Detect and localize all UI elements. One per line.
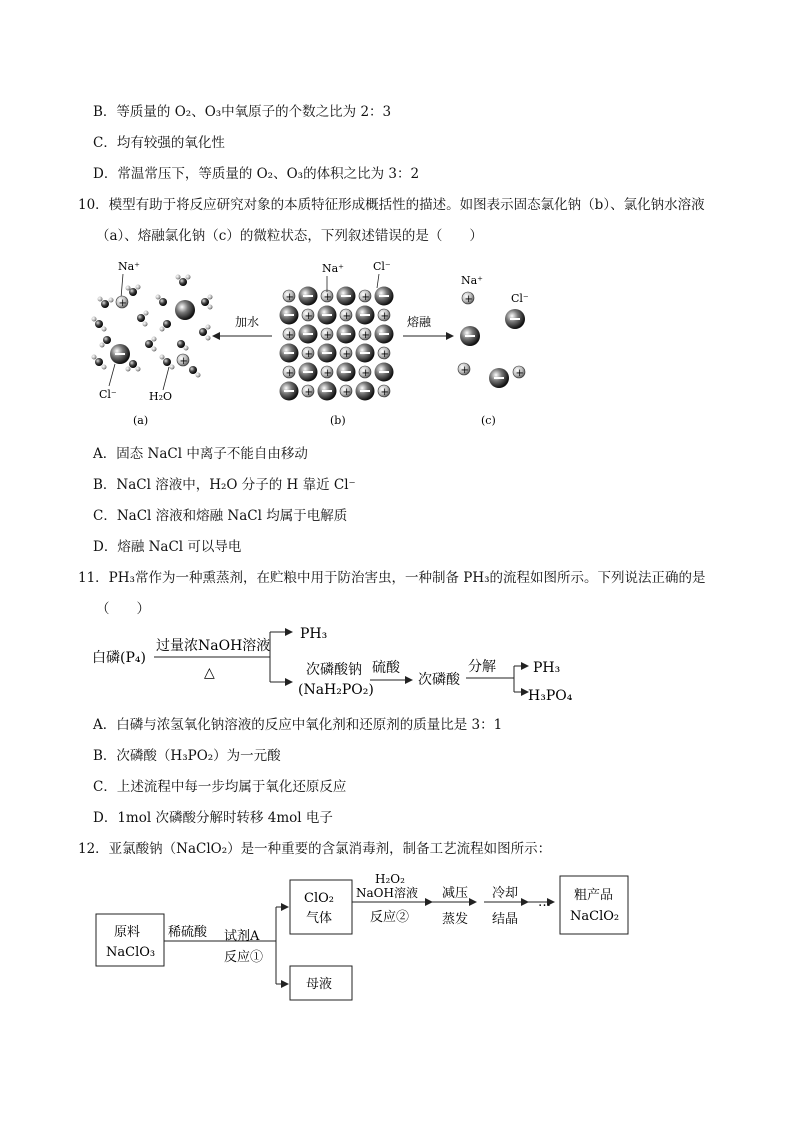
flow-sulfuric-acid: 硫酸 [372, 660, 400, 676]
svg-text:+: + [342, 387, 351, 398]
svg-text:+: + [323, 368, 332, 379]
panel-a-solution [92, 260, 213, 427]
svg-text:+: + [380, 349, 389, 360]
svg-text:+: + [460, 365, 469, 376]
svg-text:+: + [361, 292, 370, 303]
svg-text:+: + [118, 298, 127, 309]
proc-cooling: 冷却 [492, 886, 519, 901]
panel-c-molten [458, 274, 529, 427]
q11-option-a: A．白磷与浓氢氧化钠溶液的反应中氧化剂和还原剂的质量比是 3：1 [93, 717, 503, 733]
q11-option-d: D．1mol 次磷酸分解时转移 4mol 电子 [93, 810, 333, 826]
svg-text:+: + [380, 311, 389, 322]
panel-c-cl-label: Cl⁻ [511, 292, 529, 305]
naclo2-process-diagram [92, 866, 652, 1006]
svg-text:+: + [304, 387, 313, 398]
ph3-flow-diagram [88, 622, 608, 714]
flow-ph3-1: PH₃ [300, 626, 328, 642]
proc-reagent-a: 试剂A [224, 929, 260, 944]
panel-b-cl-label: Cl⁻ [373, 260, 391, 273]
proc-ellipsis: … [538, 895, 551, 910]
proc-reaction-1: 反应① [224, 950, 264, 965]
q10-option-c: C．NaCl 溶液和熔融 NaCl 均属于电解质 [93, 508, 348, 524]
q10-option-a: A．固态 NaCl 中离子不能自由移动 [93, 446, 308, 462]
proc-crude-product: 粗产品 [574, 888, 614, 903]
q9-option-c: C．均有较强的氧化性 [93, 135, 225, 151]
flow-white-phosphorus: 白磷(P₄) [92, 650, 146, 666]
proc-dilute-acid: 稀硫酸 [168, 925, 208, 940]
q10-option-d: D．熔融 NaCl 可以导电 [93, 539, 242, 555]
panel-c-caption: (c) [481, 414, 496, 427]
svg-text:+: + [179, 356, 188, 367]
proc-mother-liquor: 母液 [306, 977, 333, 992]
flow-sodium-hypophosphite: 次磷酸钠 [306, 662, 362, 678]
proc-reaction-2: 反应② [370, 910, 410, 925]
svg-text:+: + [304, 311, 313, 322]
melt-label: 熔融 [407, 315, 432, 329]
add-water-label: 加水 [235, 315, 260, 329]
panel-b-caption: (b) [330, 414, 346, 427]
svg-text:+: + [342, 349, 351, 360]
proc-h2o2: H₂O₂ [375, 872, 405, 886]
q11-option-b: B．次磷酸（H₃PO₂）为一元酸 [93, 748, 281, 764]
svg-text:+: + [285, 330, 294, 341]
panel-a-h2o-label: H₂O [149, 390, 173, 403]
nacl-particle-figure [85, 252, 555, 432]
q9-option-d: D．常温常压下，等质量的 O₂、O₃的体积之比为 3：2 [93, 166, 420, 182]
svg-text:+: + [342, 311, 351, 322]
flow-ph3-2: PH₃ [533, 660, 561, 676]
q11-option-c: C．上述流程中每一步均属于氧化还原反应 [93, 779, 347, 795]
svg-text:+: + [464, 294, 473, 305]
svg-text:+: + [304, 349, 313, 360]
proc-reduced-pressure: 减压 [442, 886, 469, 901]
proc-evaporation: 蒸发 [442, 912, 469, 927]
flow-decompose: 分解 [468, 659, 496, 675]
svg-text:+: + [515, 368, 524, 379]
svg-text:+: + [323, 292, 332, 303]
proc-crystallization: 结晶 [492, 912, 519, 927]
flow-nah2po2: (NaH₂PO₂) [298, 682, 374, 698]
svg-text:+: + [323, 330, 332, 341]
q10-stem-line1: 10．模型有助于将反应研究对象的本质特征形成概括性的描述。如图表示固态氯化钠（b）、氯化钠水溶液 [78, 197, 705, 213]
panel-c-na-label: Na⁺ [461, 274, 483, 287]
q11-stem-line2: （ ） [96, 601, 150, 617]
q11-stem-line1: 11．PH₃常作为一种熏蒸剂，在贮粮中用于防治害虫，一种制备 PH₃的流程如图所示。下列说法正确的是 [78, 570, 706, 586]
flow-cond-naoh: 过量浓NaOH溶液 [156, 638, 271, 654]
panel-a-caption: (a) [133, 414, 149, 427]
panel-a-cl-label: Cl⁻ [99, 388, 117, 401]
svg-text:+: + [285, 292, 294, 303]
flow-h3po4: H₃PO₄ [528, 688, 573, 704]
panel-b-crystal [280, 287, 394, 401]
q10-stem-line2: （a）、熔融氯化钠（c）的微粒状态，下列叙述错误的是（ ） [96, 228, 483, 244]
proc-naoh: NaOH溶液 [356, 886, 418, 900]
q9-option-b: B．等质量的 O₂、O₃中氧原子的个数之比为 2：3 [93, 104, 392, 120]
q12-stem: 12．亚氯酸钠（NaClO₂）是一种重要的含氯消毒剂，制备工艺流程如图所示： [78, 841, 552, 857]
flow-cond-heat: △ [204, 665, 215, 681]
svg-text:+: + [380, 387, 389, 398]
proc-gas: 气体 [306, 911, 333, 926]
proc-naclo2: NaClO₂ [570, 909, 620, 924]
svg-text:+: + [361, 368, 370, 379]
proc-raw-label: 原料 [114, 925, 141, 940]
proc-clo2: ClO₂ [304, 891, 334, 906]
panel-a-na-label: Na⁺ [118, 260, 140, 273]
svg-text:+: + [285, 368, 294, 379]
proc-raw-naclo3: NaClO₃ [106, 945, 156, 960]
q10-option-b: B．NaCl 溶液中，H₂O 分子的 H 靠近 Cl⁻ [93, 477, 356, 493]
flow-hypophosphorous-acid: 次磷酸 [418, 672, 460, 688]
svg-text:+: + [361, 330, 370, 341]
panel-b-na-label: Na⁺ [322, 262, 344, 275]
